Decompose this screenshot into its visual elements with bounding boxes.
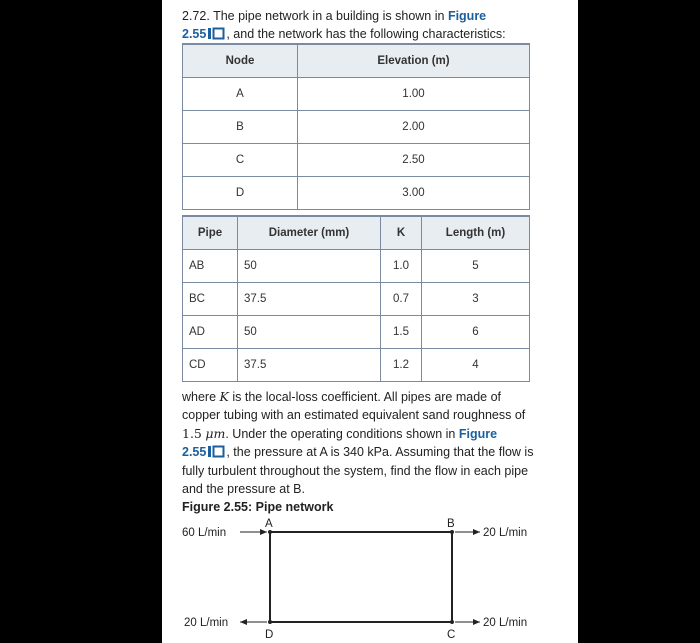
- figure-caption: Figure 2.55: Pipe network: [182, 500, 334, 514]
- column-header-node: Node: [183, 44, 298, 78]
- length-cell: 6: [422, 316, 530, 349]
- problem-description: where K is the local-loss coefficient. All pipes are made of copper tubing with an estimated equivalent sand roughness of 1.5 μm. Under the operating conditions shown in Figure 2.55 , the pressure at A is 340 kPa. Assuming that the flow is fully turbulent throughout the system, find the flow in each pipe and the pressure at B.: [182, 389, 534, 497]
- pipe-network-diagram: [162, 512, 578, 643]
- flow-label-out-c: 20 L/min: [483, 617, 528, 629]
- figure-link[interactable]: Figure 2.55: [182, 426, 498, 460]
- node-label-d: D: [265, 629, 274, 641]
- figure-window-icon[interactable]: [207, 445, 225, 458]
- roughness-value: 1.5: [182, 425, 202, 441]
- table-row: [183, 283, 530, 316]
- pipe-cell: AD: [183, 316, 238, 349]
- node-d-dot: [268, 620, 272, 624]
- textbook-page: [162, 0, 578, 643]
- table-row: [183, 78, 530, 111]
- column-header-length: Length (m): [422, 216, 530, 250]
- roughness-unit: μm: [205, 425, 226, 441]
- k-symbol: K: [219, 389, 229, 404]
- node-label-a: A: [265, 518, 273, 530]
- node-cell: C: [183, 144, 298, 177]
- figure-link[interactable]: Figure 2.55: [182, 9, 487, 41]
- column-header-elevation: Elevation (m): [298, 44, 530, 78]
- diameter-cell: 37.5: [238, 283, 381, 316]
- node-label-b: B: [447, 518, 455, 530]
- table-row: [183, 316, 530, 349]
- table-row: [183, 111, 530, 144]
- node-a-dot: [268, 530, 272, 534]
- elevation-cell: 3.00: [298, 177, 530, 210]
- column-header-pipe: Pipe: [183, 216, 238, 250]
- table-row: [183, 177, 530, 210]
- diameter-cell: 50: [238, 250, 381, 283]
- column-header-diameter: Diameter (mm): [238, 216, 381, 250]
- table-row: [183, 349, 530, 382]
- node-cell: A: [183, 78, 298, 111]
- diameter-cell: 37.5: [238, 349, 381, 382]
- table-row: [183, 144, 530, 177]
- pipe-cell: CD: [183, 349, 238, 382]
- length-cell: 4: [422, 349, 530, 382]
- problem-number: 2.72.: [182, 9, 210, 23]
- elevation-cell: 2.50: [298, 144, 530, 177]
- table-row: [183, 250, 530, 283]
- node-cell: D: [183, 177, 298, 210]
- pipe-cell: BC: [183, 283, 238, 316]
- pipe-characteristics-table: [182, 215, 530, 382]
- problem-text: The pipe network in a building is shown in: [213, 9, 445, 23]
- node-cell: B: [183, 111, 298, 144]
- pipe-loop: [270, 532, 452, 622]
- node-b-dot: [450, 530, 454, 534]
- elevation-cell: 2.00: [298, 111, 530, 144]
- node-label-c: C: [447, 629, 456, 641]
- length-cell: 3: [422, 283, 530, 316]
- k-cell: 1.2: [381, 349, 422, 382]
- node-elevation-table: [182, 43, 530, 210]
- elevation-cell: 1.00: [298, 78, 530, 111]
- k-cell: 1.5: [381, 316, 422, 349]
- node-c-dot: [450, 620, 454, 624]
- diameter-cell: 50: [238, 316, 381, 349]
- flow-label-in-a: 60 L/min: [182, 527, 227, 539]
- k-cell: 0.7: [381, 283, 422, 316]
- pipe-cell: AB: [183, 250, 238, 283]
- flow-label-out-d: 20 L/min: [184, 617, 229, 629]
- figure-window-icon[interactable]: [207, 27, 225, 40]
- problem-text-cont: , and the network has the following characteristics:: [226, 27, 506, 41]
- k-cell: 1.0: [381, 250, 422, 283]
- column-header-k: K: [381, 216, 422, 250]
- problem-statement: [182, 7, 552, 43]
- flow-label-out-b: 20 L/min: [483, 527, 528, 539]
- length-cell: 5: [422, 250, 530, 283]
